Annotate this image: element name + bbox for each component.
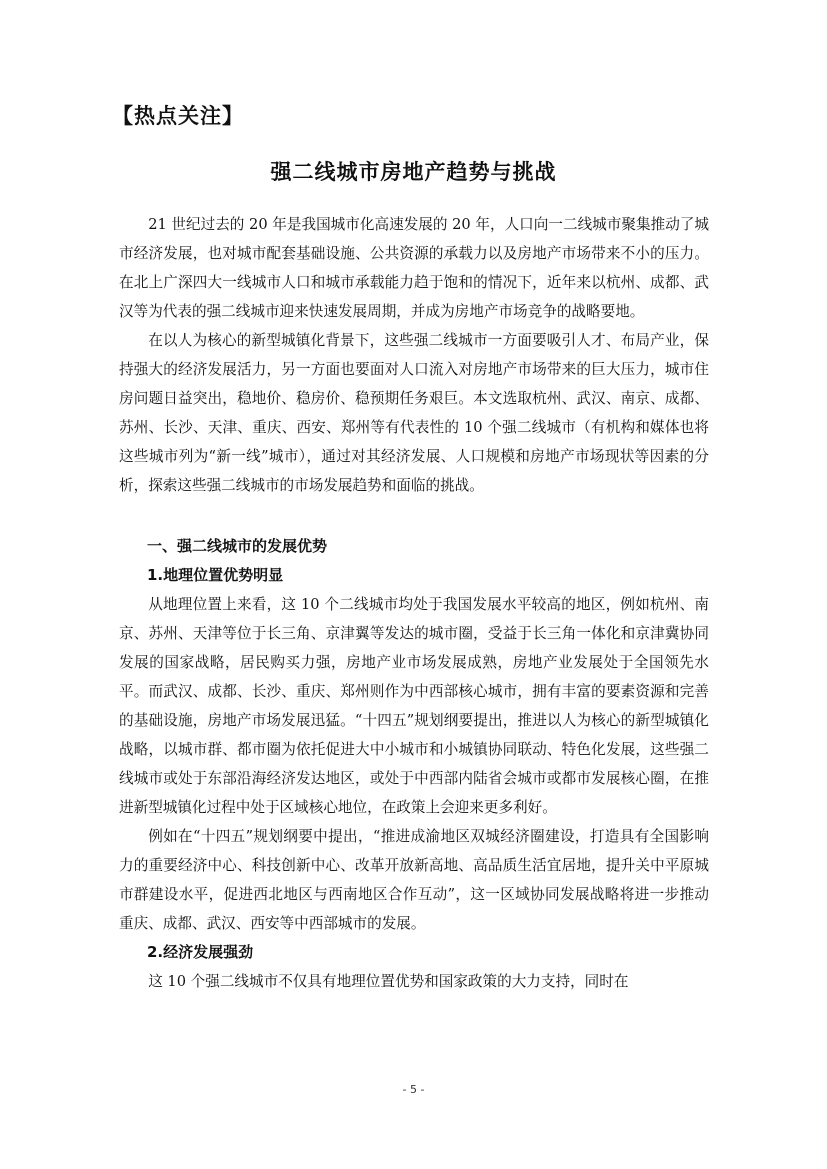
- subsection-1-paragraph-2: 例如在“十四五”规划纲要中提出，“推进成渝地区双城经济圈建设，打造具有全国影响力的重要经济中心、科技创新中心、改革开放新高地、高品质生活宜居地，提升关中平原城市群建设水平，促进西北地区与西南地区合作互动”，这一区域协同发展战略将进一步推动重庆、成都、武汉、西安等中西部城市的发展。: [119, 828, 709, 932]
- document-body: [119, 210, 709, 996]
- intro-paragraph-1: 21 世纪过去的 20 年是我国城市化高速发展的 20 年，人口向一二线城市聚集推动了城市经济发展，也对城市配套基础设施、公共资源的承载力以及房地产市场带来不小的压力。在北上广深四大一线城市人口和城市承载能力趋于饱和的情况下，近年来以杭州、成都、武汉等为代表的强二线城市迎来快速发展周期，并成为房地产市场竞争的战略要地。: [119, 216, 709, 320]
- document-title: 强二线城市房地产趋势与挑战: [270, 160, 557, 184]
- section-1-heading: 一、强二线城市的发展优势: [147, 537, 328, 555]
- subsection-2-paragraph-1: 这 10 个强二线城市不仅具有地理位置优势和国家政策的大力支持，同时在: [148, 973, 629, 990]
- intro-paragraph-2: 在以人为核心的新型城镇化背景下，这些强二线城市一方面要吸引人才、布局产业，保持强大的经济发展活力，另一方面也要面对人口流入对房地产市场带来的巨大压力，城市住房问题日益突出，稳地价、稳房价、稳预期任务艰巨。本文选取杭州、武汉、南京、成都、苏州、长沙、天津、重庆、西安、郑州等有代表性的 10 个强二线城市（有机构和媒体也将这些城市列为“新一线”城市），通过对其经济发展、人口规模和房地产市场现状等因素的分析，探索这些强二线城市的市场发展趋势和面临的挑战。: [119, 332, 709, 494]
- section-spacer: [119, 500, 709, 532]
- subsection-2-heading: 2.经济发展强劲: [147, 943, 254, 961]
- subsection-1-heading: 1.地理位置优势明显: [147, 566, 284, 584]
- page-number: - 5 -: [402, 1083, 425, 1096]
- section-tag: 【热点关注】: [112, 104, 244, 128]
- subsection-1-paragraph-1: 从地理位置上来看，这 10 个二线城市均处于我国发展水平较高的地区，例如杭州、南京、苏州、天津等位于长三角、京津翼等发达的城市圈，受益于长三角一体化和京津冀协同发展的国家战略，居民购买力强，房地产业市场发展成熟，房地产业发展处于全国领先水平。而武汉、成都、长沙、重庆、郑州则作为中西部核心城市，拥有丰富的要素资源和完善的基础设施，房地产市场发展迅猛。“十四五”规划纲要提出，推进以人为核心的新型城镇化战略，以城市群、都市圈为依托促进大中小城市和小城镇协同联动、特色化发展，这些强二线城市或处于东部沿海经济发达地区，或处于中西部内陆省会城市或都市发展核心圈，在推进新型城镇化过程中处于区域核心地位，在政策上会迎来更多利好。: [119, 596, 709, 816]
